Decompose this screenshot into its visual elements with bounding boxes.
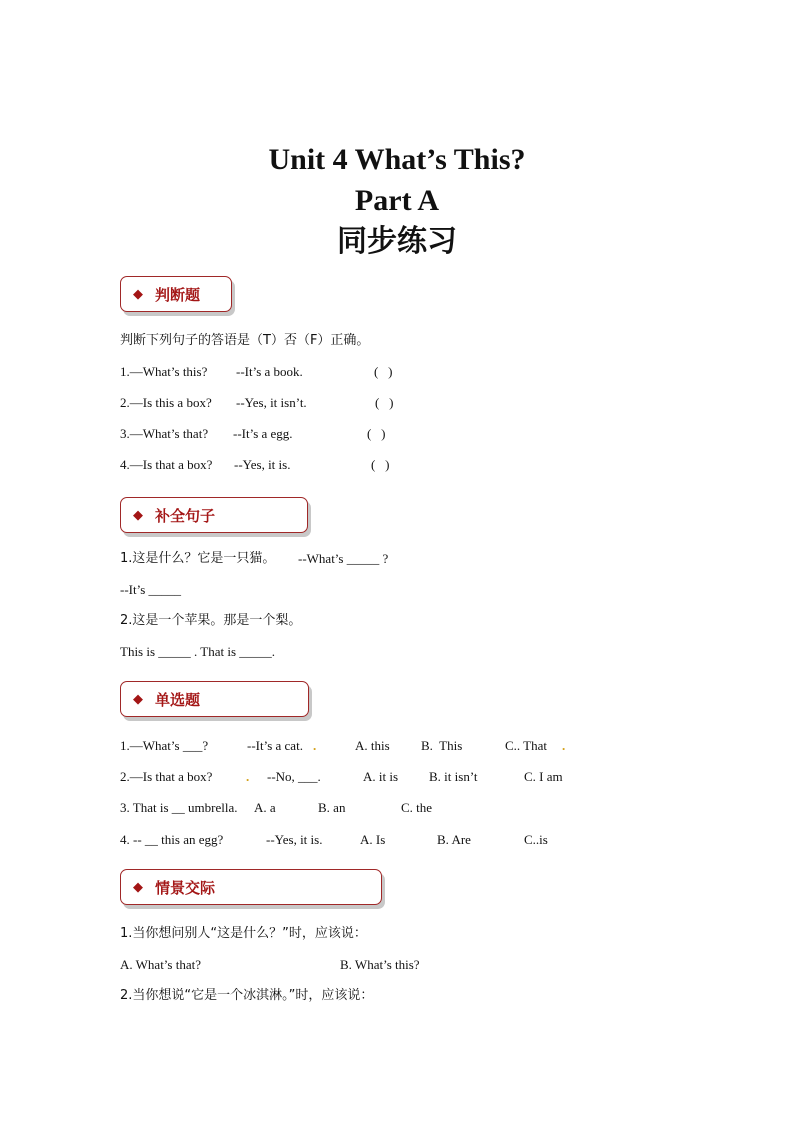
title-unit: Unit 4 What’s This? — [268, 143, 526, 176]
diamond-icon: ◆ — [133, 879, 143, 895]
section-header-judge — [120, 276, 232, 312]
judge-answer-3: --It’s a egg. — [233, 426, 293, 441]
situation-option-a[interactable]: A. What’s that? — [120, 957, 201, 972]
section-label: 补全句子 — [155, 506, 216, 525]
mark-dot: . — [246, 769, 250, 784]
section-header-situation — [120, 869, 382, 905]
choice-question-2: 2.—Is that a box? — [120, 769, 213, 784]
judge-paren-1[interactable]: ( ) — [374, 364, 393, 379]
judge-answer-4: --Yes, it is. — [234, 457, 291, 472]
mark-dot: . — [562, 738, 566, 753]
judge-answer-1: --It’s a book. — [236, 364, 303, 379]
choice-option-c-4[interactable]: C..is — [524, 832, 548, 847]
choice-question-4: 4. -- __ this an egg? — [120, 832, 224, 847]
title-exercise: 同步练习 — [337, 224, 457, 259]
complete-line-3: 2.这是一个苹果。那是一个梨。 — [120, 613, 302, 628]
judge-question-2: 2.—Is this a box? — [120, 395, 212, 410]
choice-mid-1: --It’s a cat. — [247, 738, 303, 753]
choice-option-a-1[interactable]: A. this — [355, 738, 390, 753]
choice-option-a-2[interactable]: A. it is — [363, 769, 399, 784]
situation-question-1: 1.当你想问别人“这是什么？”时，应该说： — [120, 926, 367, 941]
complete-line-4: This is _____ . That is _____. — [120, 644, 276, 659]
section-header-complete — [120, 497, 308, 533]
section-label: 判断题 — [155, 285, 201, 304]
judge-paren-2[interactable]: ( ) — [375, 395, 394, 410]
choice-option-b-3[interactable]: B. an — [318, 800, 346, 815]
choice-option-b-2[interactable]: B. it isn’t — [429, 769, 478, 784]
judge-paren-4[interactable]: ( ) — [371, 457, 390, 472]
section-header-choice — [120, 681, 309, 717]
section-label: 情景交际 — [155, 878, 216, 897]
situation-option-b[interactable]: B. What’s this? — [340, 957, 420, 972]
judge-instructions: 判断下列句子的答语是（T）否（F）正确。 — [120, 333, 370, 348]
choice-mid-2: --No, ___. — [267, 769, 321, 784]
choice-question-3: 3. That is __ umbrella. — [120, 800, 238, 815]
judge-question-1: 1.—What’s this? — [120, 364, 208, 379]
diamond-icon: ◆ — [133, 507, 143, 523]
complete-line-1-en: --What’s _____ ? — [298, 551, 389, 566]
judge-paren-3[interactable]: ( ) — [367, 426, 386, 441]
choice-option-c-2[interactable]: C. I am — [524, 769, 563, 784]
judge-question-4: 4.—Is that a box? — [120, 457, 213, 472]
choice-question-1: 1.—What’s ___? — [120, 738, 209, 753]
complete-line-2: --It’s _____ — [120, 582, 182, 597]
choice-option-a-3[interactable]: A. a — [254, 800, 276, 815]
section-label: 单选题 — [155, 690, 201, 709]
choice-option-b-4[interactable]: B. Are — [437, 832, 471, 847]
complete-line-1-cn: 1.这是什么？它是一只猫。 — [120, 551, 276, 566]
judge-answer-2: --Yes, it isn’t. — [236, 395, 307, 410]
judge-question-3: 3.—What’s that? — [120, 426, 209, 441]
choice-option-b-1[interactable]: B. This — [421, 738, 463, 753]
mark-dot: . — [313, 738, 317, 753]
choice-option-c-3[interactable]: C. the — [401, 800, 433, 815]
choice-option-c-1[interactable]: C.. That — [505, 738, 548, 753]
diamond-icon: ◆ — [133, 691, 143, 707]
title-part: Part A — [354, 184, 440, 217]
diamond-icon: ◆ — [133, 286, 143, 302]
choice-mid-4: --Yes, it is. — [266, 832, 323, 847]
situation-question-2: 2.当你想说“它是一个冰淇淋。”时，应该说： — [120, 988, 374, 1003]
choice-option-a-4[interactable]: A. Is — [360, 832, 386, 847]
